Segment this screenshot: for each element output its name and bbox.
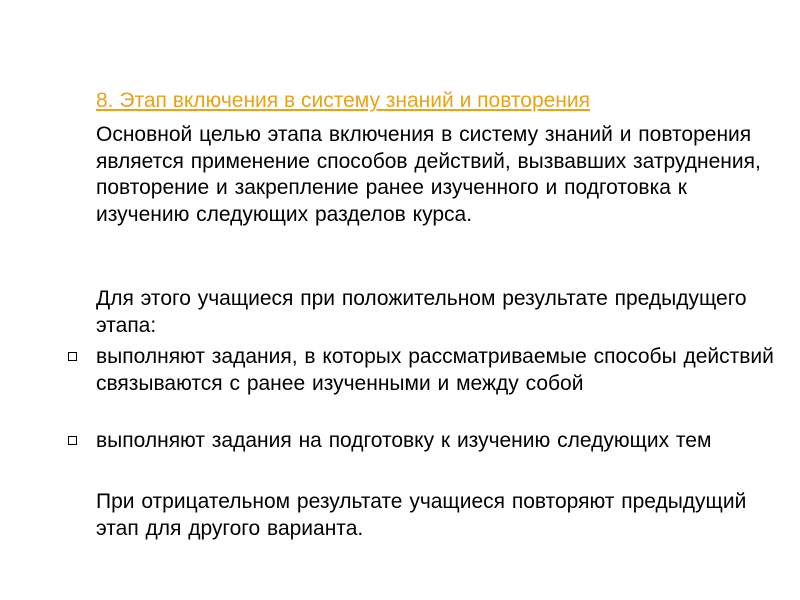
hollow-square-bullet-icon [68, 352, 77, 361]
paragraph-negative-result: При отрицательном результате учащиеся повторяют предыдущий этап для другого варианта. [96, 490, 747, 540]
paragraph-intro: Для этого учащиеся при положительном результате предыдущего этапа: [96, 287, 747, 337]
section-heading: 8. Этап включения в систему знаний и повторения [96, 89, 591, 112]
list-item [96, 428, 776, 455]
hollow-square-bullet-icon [68, 436, 77, 445]
list-item [96, 344, 776, 397]
list-item-text: выполняют задания на подготовку к изучению следующих тем [96, 429, 712, 452]
list-item-text: выполняют задания, в которых рассматриваемые способы действий связываются с ранее изученными и между собой [96, 345, 774, 395]
paragraph-goal: Основной целью этапа включения в систему знаний и повторения является применение способов действий, вызвавших затруднения, повторение и закрепление ранее изученного и подготовка к изучению следующих разделов курса. [96, 123, 761, 226]
